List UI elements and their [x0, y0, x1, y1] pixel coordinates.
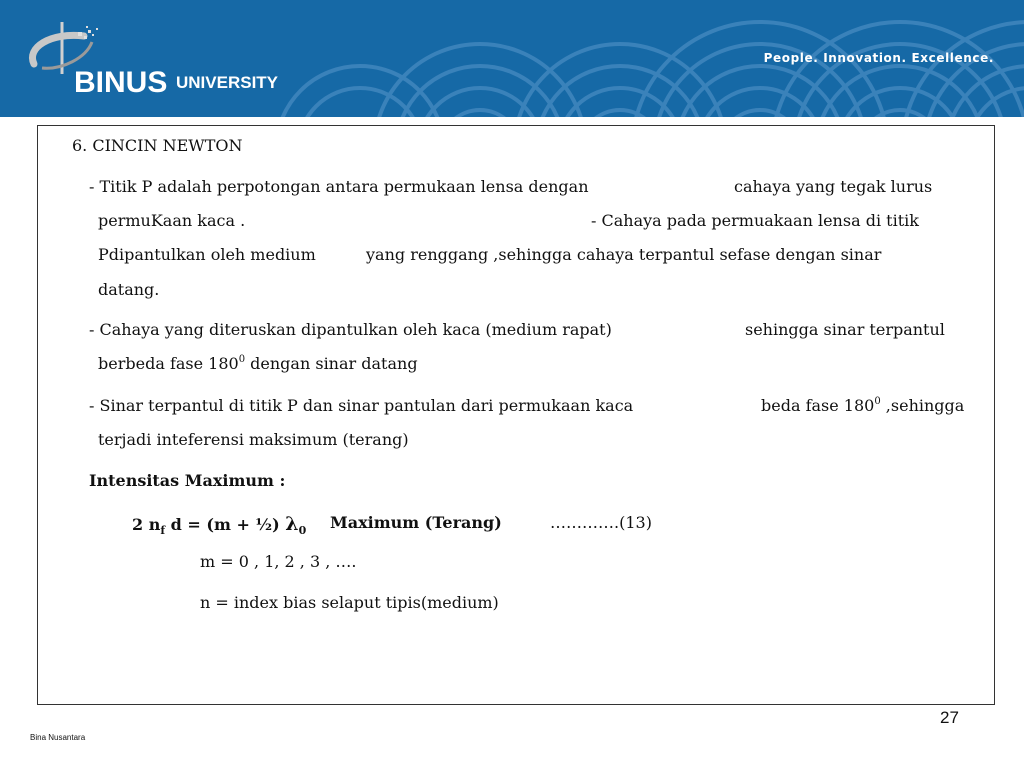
degree-superscript: 0 — [874, 396, 881, 407]
paragraph-3-line-1a: - Sinar terpantul di titik P dan sinar pantulan dari permukaan kaca — [89, 396, 634, 415]
n-definition: n = index bias selaput tipis(medium) — [200, 593, 499, 612]
phase-text-rest: dengan sinar datang — [245, 354, 418, 373]
paragraph-1-line-2a: permuKaan kaca . — [98, 211, 246, 230]
paragraph-3-line-2: terjadi inteferensi maksimum (terang) — [98, 430, 409, 449]
tagline: People. Innovation. Excellence. — [763, 51, 994, 65]
paragraph-1-line-2b: - Cahaya pada permuakaan lensa di titik — [591, 211, 919, 230]
degree-superscript: 0 — [238, 354, 246, 365]
paragraph-2-line-2 — [98, 354, 418, 373]
formula — [132, 513, 306, 535]
m-values: m = 0 , 1, 2 , 3 , …. — [200, 552, 357, 571]
paragraph-1-line-1b: cahaya yang tegak lurus — [734, 177, 933, 196]
formula-label: Maximum (Terang) — [330, 513, 502, 532]
formula-part-1: 2 n — [132, 515, 161, 534]
section-heading: 6. CINCIN NEWTON — [72, 136, 243, 155]
logo-university-text: UNIVERSITY — [176, 73, 279, 92]
formula-subscript-f: f — [160, 524, 166, 537]
formula-subscript-0: 0 — [298, 524, 307, 537]
paragraph-1-line-3b: yang renggang ,sehingga cahaya terpantul sefase dengan sinar — [366, 245, 882, 264]
paragraph-2-line-1b: sehingga sinar terpantul — [745, 320, 945, 339]
phase-text-rest: ,sehingga — [880, 396, 965, 415]
paragraph-3-line-1b — [761, 396, 964, 415]
formula-part-2: d = (m + ½) — [165, 515, 286, 534]
phase-text: beda fase 180 — [761, 396, 875, 415]
phase-text: berbeda fase 180 — [98, 354, 239, 373]
page-number: 27 — [940, 708, 959, 727]
footer-text: Bina Nusantara — [30, 733, 86, 742]
header-banner — [0, 0, 1024, 117]
paragraph-2-line-1a: - Cahaya yang diteruskan dipantulkan oleh kaca (medium rapat) — [89, 320, 612, 339]
paragraph-1-line-1a: - Titik P adalah perpotongan antara permukaan lensa dengan — [89, 177, 589, 196]
intensity-heading: Intensitas Maximum : — [89, 471, 286, 490]
lambda-symbol: λ — [285, 513, 299, 535]
logo-wordmark: BINUS — [74, 66, 168, 99]
paragraph-1-line-4: datang. — [98, 280, 160, 299]
paragraph-1-line-3a: Pdipantulkan oleh medium — [98, 245, 316, 264]
equation-number: ………….(13) — [550, 513, 652, 532]
